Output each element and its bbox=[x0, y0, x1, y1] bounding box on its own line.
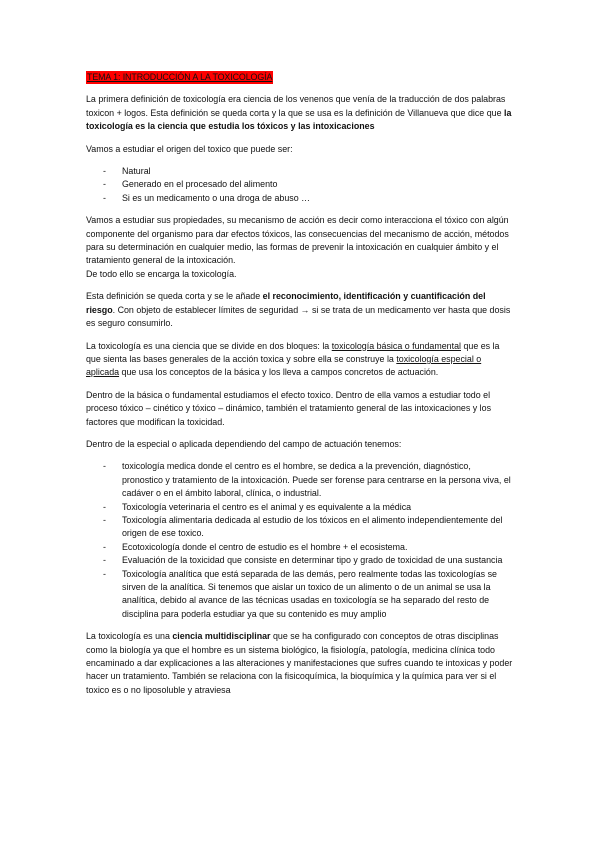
paragraph-properties bbox=[86, 214, 514, 281]
list-item-text: Toxicología analítica que está separada de las demás, pero realmente todas las toxicologías se sirven de la analítica. Si tenemos que aislar un toxico de un alimento o de un animal se usa la analítica, debido al avance de las técnicas usadas en toxicología se ha separado del resto de disciplina para poderla estudiar ya que su contenido es muy amplio bbox=[122, 568, 497, 619]
blocks-text-c: que es la que sienta las bases generales de la acción toxica y sobre ella se construye la bbox=[86, 340, 500, 364]
list-item-text: Ecotoxicología donde el centro de estudio es el hombre + el ecosistema. bbox=[122, 541, 408, 552]
bullet-dash: - bbox=[103, 179, 106, 190]
applied-toxicology-term: toxicología especial o aplicada bbox=[86, 353, 482, 378]
bullet-dash: - bbox=[103, 555, 106, 566]
basic-toxicology-term: toxicología básica o fundamental bbox=[331, 340, 461, 351]
paragraph-multidisciplinary bbox=[86, 630, 514, 697]
list-item-text: toxicología medica donde el centro es el hombre, se dedica a la prevención, diagnóstico, pronostico y tratamiento de la intoxicación. Puede ser forense para centrarse en la persona viva, el cadáver o en el ámbito laboral, clínica, o industrial. bbox=[122, 461, 511, 499]
list-item-text: Toxicología alimentaria dedicada al estudio de los tóxicos en el alimento independientemente del origen de ese toxico. bbox=[122, 514, 503, 539]
intro-bold: la toxicología es la ciencia que estudia los tóxicos y las intoxicaciones bbox=[86, 107, 512, 132]
list-item bbox=[86, 501, 514, 514]
list-item bbox=[86, 460, 514, 500]
list-item-text: Si es un medicamento o una droga de abuso … bbox=[122, 192, 310, 203]
risk-text-c: . Con objeto de establecer límites de seguridad → si se trata de un medicamento ver hasta que dosis es seguro consumirlo. bbox=[86, 304, 511, 329]
heading-wrapper bbox=[86, 71, 514, 93]
bullet-dash: - bbox=[103, 541, 106, 552]
list-item bbox=[86, 541, 514, 554]
paragraph-basic: Dentro de la básica o fundamental estudiamos el efecto toxico. Dentro de ella vamos a estudiar todo el proceso tóxico – cinético y tóxico – dinámico, también el tratamiento general de las intoxicaciones y los factores que modifican la toxicidad. bbox=[86, 389, 492, 427]
list-item bbox=[86, 165, 514, 178]
list-item bbox=[86, 514, 514, 541]
risk-text-a: Esta definición se queda corta y se le añade bbox=[86, 291, 263, 302]
multi-bold: ciencia multidisciplinar bbox=[172, 631, 271, 642]
page-title: TEMA 1: INTRODUCCIÓN A LA TOXICOLOGÍA bbox=[86, 71, 273, 84]
applied-list bbox=[86, 460, 514, 621]
paragraph-applied: Dentro de la especial o aplicada dependiendo del campo de actuación tenemos: bbox=[86, 438, 402, 449]
blocks-text-e: que usa los conceptos de la básica y los lleva a campos concretos de actuación. bbox=[119, 367, 439, 378]
paragraph-risk bbox=[86, 290, 514, 330]
intro-text: La primera definición de toxicología era ciencia de los venenos que venía de la traducción de dos palabras toxicon + logos. Esta definición se queda corta y la que se usa es la definición de Villanueva que dice que bbox=[86, 94, 506, 118]
paragraph-blocks bbox=[86, 340, 514, 380]
bullet-dash: - bbox=[103, 166, 106, 177]
document-body bbox=[86, 71, 514, 706]
multi-text-c: que se ha configurado con conceptos de otras disciplinas como la biología ya que el hombre es un sistema biológico, la fisiología, patología, medicina clínica todo encaminado a dar explicaciones a las alteraciones y manifestaciones que sufres cuando te intoxicas y poder hacer un tratamiento. También se relaciona con la fisicoquímica, la bioquímica y la química para ver si el toxico es o no liposoluble y atraviesa bbox=[86, 631, 513, 695]
list-item-text: Toxicología veterinaria el centro es el animal y es equivalente a la médica bbox=[122, 501, 412, 512]
bullet-dash: - bbox=[103, 192, 106, 203]
paragraph-intro bbox=[86, 93, 514, 133]
list-item bbox=[86, 192, 514, 205]
blocks-text-a: La toxicología es una ciencia que se divide en dos bloques: la bbox=[86, 340, 332, 351]
risk-bold: el reconocimiento, identificación y cuantificación del riesgo bbox=[86, 291, 486, 315]
list-item bbox=[86, 568, 514, 622]
bullet-dash: - bbox=[103, 568, 106, 579]
list-item-text: Natural bbox=[122, 166, 151, 177]
list-item bbox=[86, 554, 514, 567]
multi-text-a: La toxicología es una bbox=[86, 631, 173, 642]
properties-text: Vamos a estudiar sus propiedades, su mecanismo de acción es decir como interacciona el tóxico con algún componente del organismo para dar efectos tóxicos, las consecuencias del mecanismo de acción, métodos para su determinación en cualquier medio, las formas de prevenir la intoxicación en cualquier ámbito y el tratamiento general de la intoxicación. bbox=[86, 215, 509, 266]
list-item-text: Generado en el procesado del alimento bbox=[122, 179, 278, 190]
paragraph-origin: Vamos a estudiar el origen del toxico que puede ser: bbox=[86, 143, 293, 154]
origin-list bbox=[86, 165, 514, 205]
bullet-dash: - bbox=[103, 501, 106, 512]
list-item-text: Evaluación de la toxicidad que consiste en determinar tipo y grado de toxicidad de una sustancia bbox=[122, 555, 503, 566]
bullet-dash: - bbox=[103, 461, 106, 472]
bullet-dash: - bbox=[103, 514, 106, 525]
list-item bbox=[86, 178, 514, 191]
properties-closing: De todo ello se encarga la toxicología. bbox=[86, 268, 237, 279]
